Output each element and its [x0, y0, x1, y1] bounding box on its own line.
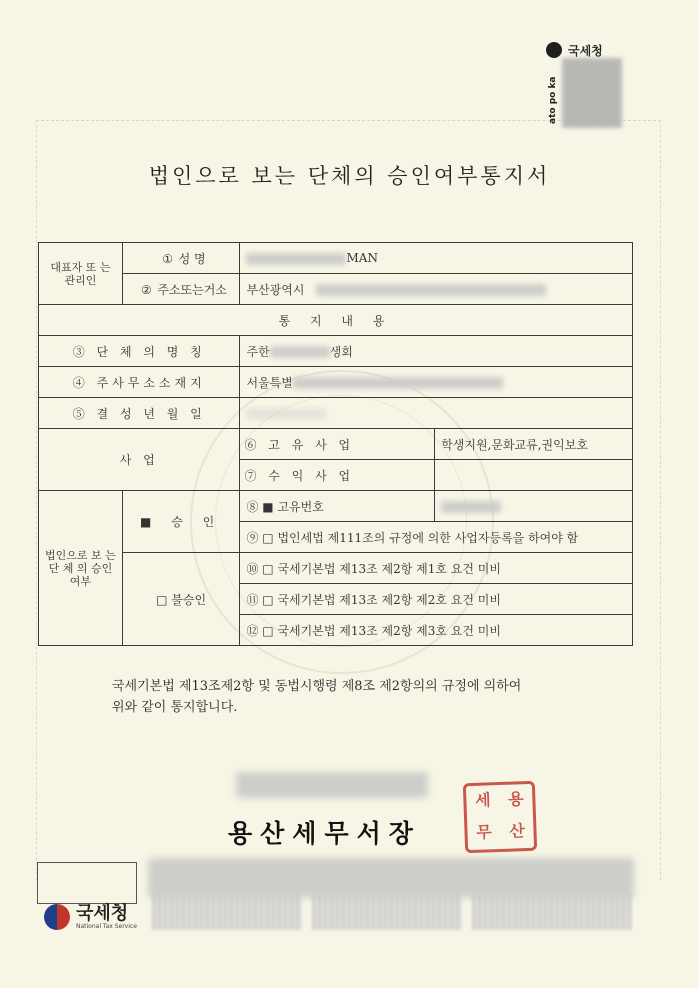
side-code: ato po ka	[548, 76, 558, 124]
redacted-founded-date	[246, 408, 326, 420]
approved-label: ■ 승 인	[122, 491, 240, 553]
approved-item-8-label: ⑧ ■ 고유번호	[240, 491, 435, 522]
entity-name-cell	[240, 336, 633, 367]
address-label: 주소또는거소	[157, 282, 227, 297]
own-business-label: ⑥ 고 유 사 업	[240, 429, 435, 460]
approved-item-8-value	[435, 491, 633, 522]
office-cell	[240, 367, 633, 398]
notice-form-table	[38, 242, 633, 646]
redacted-name	[246, 253, 346, 265]
redacted-footer-info	[148, 858, 634, 898]
rejected-item-12: ⑫ □ 국세기본법 제13조 제2항 제3호 요건 미비	[240, 615, 633, 646]
rejected-label: □ 불승인	[122, 553, 240, 646]
entity-name-label: ③ 단 체 의 명 칭	[39, 336, 240, 367]
decorative-border-right	[660, 120, 662, 880]
official-seal	[463, 781, 537, 853]
header-agency-name: 국세청	[568, 43, 603, 58]
name-label: 성 명	[178, 251, 206, 266]
name-label-cell: ① 성 명	[122, 243, 240, 274]
security-strip-2	[312, 894, 462, 930]
name-value: MAN	[346, 251, 378, 265]
footer-box	[37, 862, 137, 904]
representative-group-label: 대표자 또 는 관리인	[39, 243, 123, 305]
security-strip-1	[152, 894, 302, 930]
seal-char: 용	[507, 789, 524, 809]
approved-item-9: ⑨ □ 법인세법 제111조의 규정에 의한 사업자등록을 하여야 함	[240, 522, 633, 553]
founded-cell	[240, 398, 633, 429]
office-label: ④ 주사무소소재지	[39, 367, 240, 398]
name-value-cell	[240, 243, 633, 274]
profit-business-value	[435, 460, 633, 491]
redacted-date	[236, 772, 428, 798]
footer-logo	[44, 904, 137, 930]
redacted-address	[316, 284, 546, 296]
rejected-item-10: ⑩ □ 국세기본법 제13조 제2항 제1호 요건 미비	[240, 553, 633, 584]
entity-name-suffix: 생회	[329, 344, 353, 359]
redacted-office	[293, 377, 503, 389]
redacted-unique-number	[441, 501, 501, 513]
notice-header: 통 지 내 용	[39, 305, 633, 336]
profit-business-label: ⑦ 수 익 사 업	[240, 460, 435, 491]
redacted-entity-name	[270, 346, 330, 358]
notice-text: 국세기본법 제13조제2항 및 동법시행령 제8조 제2항의의 규정에 의하여 위와 같이 통지합니다.	[112, 679, 522, 715]
nts-emblem-icon	[546, 42, 562, 58]
business-label: 사 업	[39, 429, 240, 491]
footer-logo-korean: 국세청	[76, 902, 129, 924]
founded-label: ⑤ 결 성 년 월 일	[39, 398, 240, 429]
address-label-cell: ② 주소또는거소	[122, 274, 240, 305]
header-logo	[546, 40, 603, 60]
seal-char: 세	[474, 790, 491, 810]
document-title: 법인으로 보는 단체의 승인여부통지서	[148, 164, 551, 188]
seal-char: 산	[508, 821, 526, 841]
redacted-barcode	[562, 58, 622, 128]
footer-logo-english: National Tax Service	[76, 922, 137, 930]
address-value-cell	[240, 274, 633, 305]
nts-taegeuk-icon	[44, 904, 70, 930]
approval-group-label: 법인으로 보 는 단 체 의 승인여부	[39, 491, 123, 646]
security-strip-3	[472, 894, 632, 930]
address-value: 부산광역시	[246, 282, 305, 297]
tax-office-name: 용산세무서장	[228, 819, 421, 848]
rejected-item-11: ⑪ □ 국세기본법 제13조 제2항 제2호 요건 미비	[240, 584, 633, 615]
seal-char: 무	[475, 822, 493, 842]
office-value: 서울특별	[246, 375, 293, 390]
own-business-value: 학생지원,문화교류,권익보호	[435, 429, 633, 460]
entity-name-value: 주한	[246, 344, 270, 359]
